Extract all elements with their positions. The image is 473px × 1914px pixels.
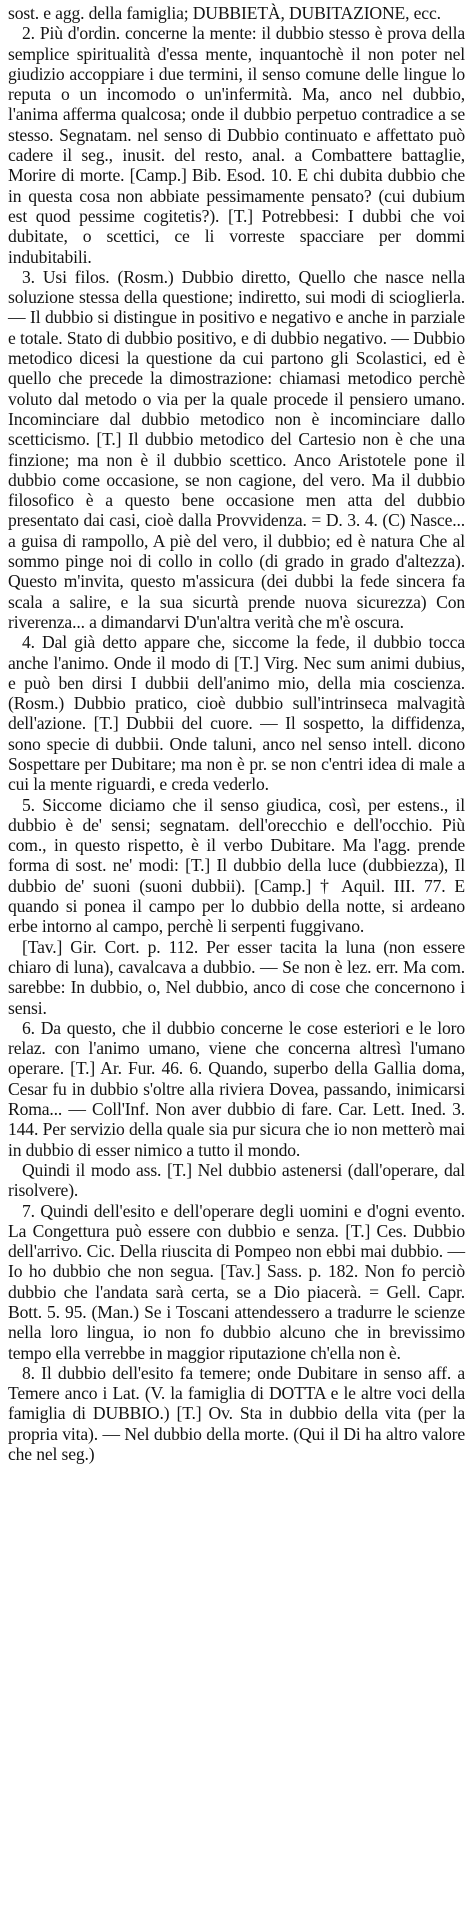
sense-2-paragraph: 2. Più d'ordin. concerne la mente: il dubbio stesso è prova della semplice spiritualità d'essa mente, inquantochè il non poter nel giudizio accoppiare i due termini, il senso comune delle lingue lo reputa o un incomodo o un'infermità. Ma, anco nel dubbio, l'anima afferma qualcosa; onde il dubbio perpetuo contradice a se stesso. Segnatam. nel senso di Dubbio continuato e affettato può cadere il seg., inusit. del resto, anal. a Combattere battaglie, Morire di morte. [Camp.] Bib. Esod. 10. E chi dubita dubbio che in questa cosa non abbiate pessimamente pensato? (cui dubium est quod pessime cogitetis?). [T.] Potrebbesi: I dubbi che voi dubitate, o scettici, ce li vorreste spacciare per dommi indubitabili.: [8, 23, 465, 267]
sense-7-paragraph: 7. Quindi dell'esito e dell'operare degli uomini e d'ogni evento. La Congettura può essere con dubbio e senza. [T.] Ces. Dubbio dell'arrivo. Cic. Della riuscita di Pompeo non ebbi mai dubbio. — Io ho dubbio che non segua. [Tav.] Sass. p. 182. Non fo perciò dubbio che l'andata sarà certa, se a Dio piacerà. = Gell. Capr. Bott. 5. 95. (Man.) Se i Toscani attendessero a tradurre le scienze nella loro lingua, io non fo dubbio alcuno che in brevissimo tempo ella verrebbe in maggior riputazione ch'ella non è.: [8, 1200, 465, 1363]
sense-6-absolute-paragraph: Quindi il modo ass. [T.] Nel dubbio astenersi (dall'operare, dal risolvere).: [8, 1159, 465, 1201]
sense-5-paragraph: 5. Siccome diciamo che il senso giudica, così, per estens., il dubbio è de' sensi; segnatam. dell'orecchio e dell'occhio. Più com., in questo rispetto, è il verbo Dubitare. Ma l'agg. prende forma di sost. ne' modi: [T.] Il dubbio della luce (dubbiezza), Il dubbio de' suoni (suoni dubbii). [Camp.] † Aquil. III. 77. E quando si ponea il campo per lo dubbio della notte, si ardeano erbe intorno al campo, perchè li serpenti fuggivano.: [8, 794, 465, 937]
sense-8-paragraph: 8. Il dubbio dell'esito fa temere; onde Dubitare in senso aff. a Temere anco i Lat. (V. la famiglia di DOTTA e le altre voci della famiglia di DUBBIO.) [T.] Ov. Sta in dubbio della vita (per la propria vita). — Nel dubbio della morte. (Qui il Di ha altro valore che nel seg.): [8, 1362, 465, 1465]
sense-4-paragraph: 4. Dal già detto appare che, siccome la fede, il dubbio tocca anche l'animo. Onde il modo di [T.] Virg. Nec sum animi dubius, e può ben dirsi I dubbii dell'animo mio, della mia coscienza. (Rosm.) Dubbio pratico, cioè dubbio sull'intrinseca malvagità dell'azione. [T.] Dubbii del cuore. — Il sospetto, la diffidenza, sono specie di dubbii. Onde taluni, anco nel senso intell. dicono Sospettare per Dubitare; ma non è pr. se non c'entri idea di male a cui la mente riguardi, e creda vederlo.: [8, 632, 465, 795]
sense-6-paragraph: 6. Da questo, che il dubbio concerne le cose esteriori e le loro relaz. con l'animo umano, viene che concerna altresì l'umano operare. [T.] Ar. Fur. 46. 6. Quando, superbo della Gallia doma, Cesar fu in dubbio s'oltre alla riviera Dovea, passando, inimicarsi Roma... — Coll'Inf. Non aver dubbio di fare. Car. Lett. Ined. 3. 144. Per servizio della quale sia pur sicura che io non metterò mai in dubbio di esser nimico a tutto il mondo.: [8, 1017, 465, 1160]
sense-5-citation-paragraph: [Tav.] Gir. Cort. p. 112. Per esser tacita la luna (non essere chiaro di luna), cavalcava a dubbio. — Se non è lez. err. Ma com. sarebbe: In dubbio, o, Nel dubbio, anco di cose che concernono i sensi.: [8, 936, 465, 1018]
sense-3-paragraph: 3. Usi filos. (Rosm.) Dubbio diretto, Quello che nasce nella soluzione stessa della questione; indiretto, sui modi di scioglierla. — Il dubbio si distingue in positivo e negativo e anche in parziale e totale. Stato di dubbio positivo, e di dubbio negativo. — Dubbio metodico dicesi la questione da cui partono gli Scolastici, ed è quello che precede la dimostrazione: chiamasi metodico perchè voluto dal metodo o via per la quale procede il pensiero umano. Incominciare dal dubbio metodico non è incominciare dallo scetticismo. [T.] Il dubbio metodico del Cartesio non è che una finzione; ma non è il dubbio scettico. Anco Aristotele pone il dubbio come occasione, se non cagione, del vero. Ma il dubbio filosofico è a questo bene occasione men atta del dubbio presentato dai casi, cioè dalla Provvidenza. = D. 3. 4. (C) Nasce... a guisa di rampollo, A piè del vero, il dubbio; ed è natura Che al sommo pinge noi di collo in collo (di grado in grado d'altezza). Questo m'invita, questo m'assicura (dei dubbi la fede sincera fa scala a salire, e la sua sicurtà prende nuova sicurezza) Con riverenza... a dimandarvi D'un'altra verità che m'è oscura.: [8, 266, 465, 632]
dictionary-column: [8, 3, 465, 1464]
entry-continuation: sost. e agg. della famiglia; DUBBIETÀ, DUBITAZIONE, ecc.: [8, 3, 441, 23]
